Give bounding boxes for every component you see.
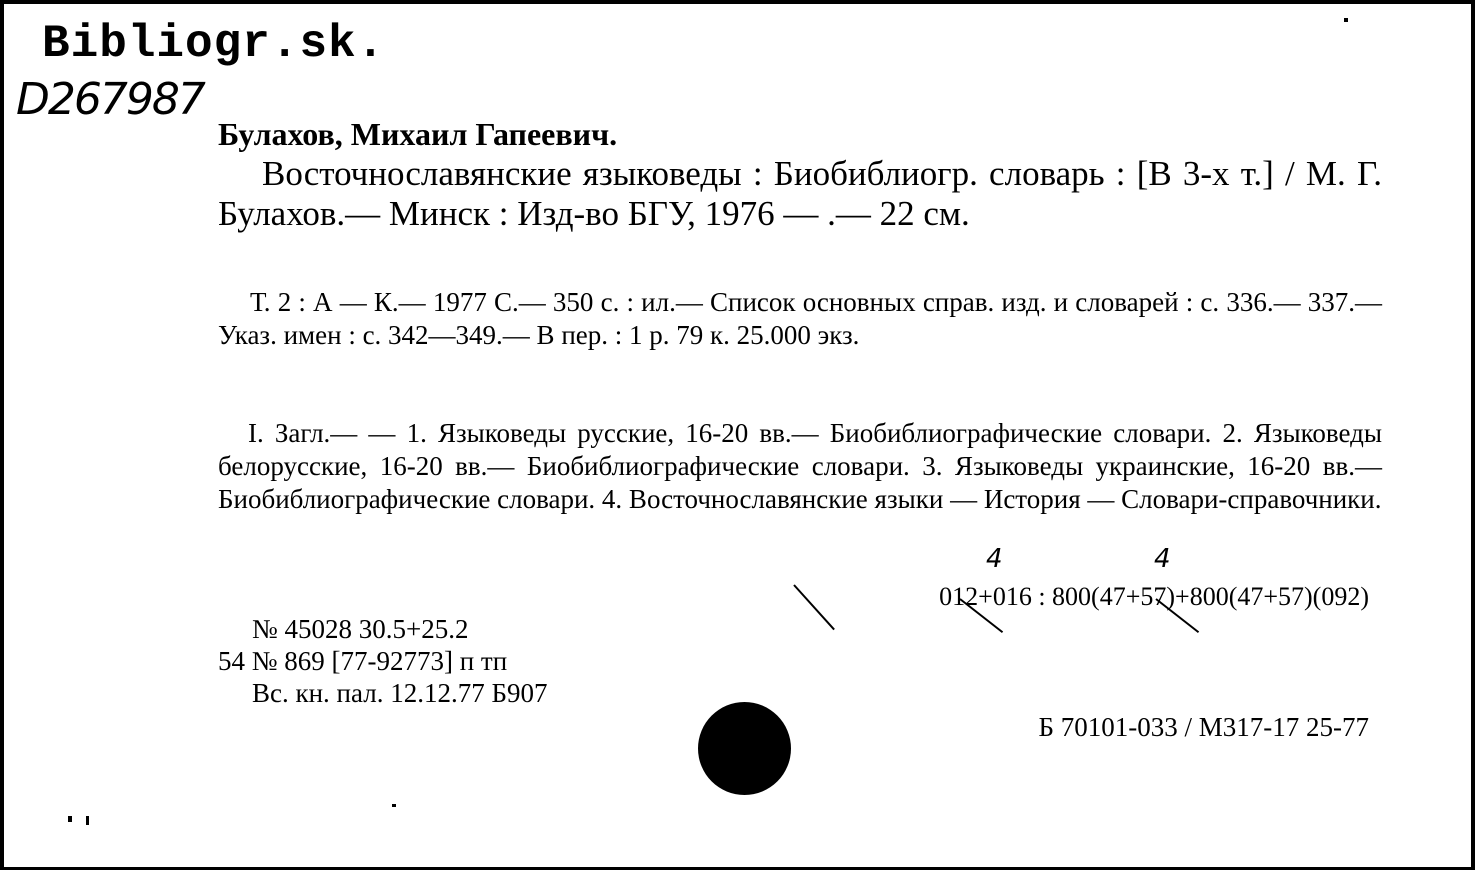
library-stamp: Bibliogr.sk.: [42, 18, 386, 70]
handwritten-call-number: D267987: [16, 74, 204, 125]
ink-speck: [1344, 18, 1348, 22]
author-heading: Булахов, Михаил Гапеевич.: [218, 116, 618, 152]
pencil-mark: 4: [1154, 544, 1171, 574]
pencil-mark: 4: [986, 544, 1003, 574]
ink-speck: [68, 816, 72, 822]
description-paragraph: Т. 2 : А — К.— 1977 С.— 350 с. : ил.— Список основных справ. изд. и словарей : с. 336.— 337.— Указ. имен : с. 342—349.— В пер. : 1 р. 79 к. 25.000 экз.: [218, 287, 1382, 350]
accession-number: № 45028 30.5+25.2: [252, 614, 469, 644]
classification-code: 012+016 : 800(47+57)+800(47+57)(092): [939, 582, 1369, 611]
subjects-paragraph: I. Загл.— — 1. Языковеды русские, 16-20 вв.— Биобиблиографические словари. 2. Языковеды белорусские, 16-20 вв.— Биобиблиографические словари. 3. Языковеды украинские, 16-20 вв.— Биобиблиографические словари. 4. Восточнославянские языки — История — Словари-справочники.: [218, 418, 1382, 514]
ink-speck: [392, 804, 396, 807]
registration-number: 54 № 869 [77-92773] п тп: [218, 646, 508, 676]
index-code: Б 70101-033 / М317-17 25-77: [1038, 712, 1369, 742]
chamber-date: Вс. кн. пал. 12.12.77 Б907: [252, 678, 548, 708]
pencil-strike: [793, 584, 835, 630]
ink-speck: [86, 816, 89, 825]
title-paragraph: Восточнославянские языковеды : Биобиблиогр. словарь : [В 3-х т.] / М. Г. Булахов.— Минск : Изд-во БГУ, 1976 — .— 22 см.: [218, 154, 1382, 233]
punch-hole: [698, 702, 791, 795]
